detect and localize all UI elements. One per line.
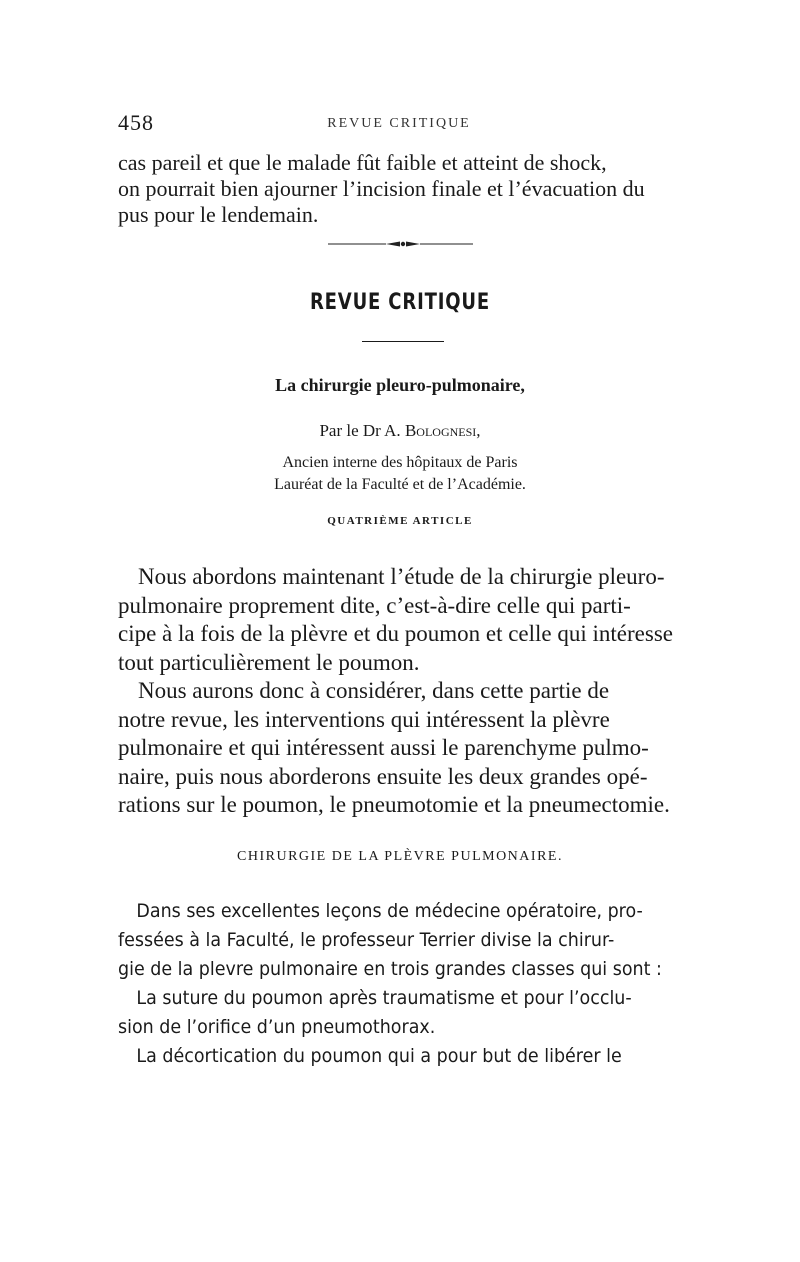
text-line: Dans ses excellentes leçons de médecine opératoire, pro- — [136, 900, 643, 922]
text-line: rations sur le poumon, le pneumotomie et la pneumectomie. — [118, 792, 670, 817]
text-line: pus pour le lendemain. — [118, 202, 319, 227]
running-header — [118, 110, 680, 140]
text-line: naire, puis nous aborderons ensuite les deux grandes opé- — [118, 763, 648, 789]
title-rule — [362, 341, 444, 342]
text-line: pulmonaire proprement dite, c’est-à-dire celle qui parti- — [118, 592, 631, 618]
text-line: cipe à la fois de la plèvre et du poumon et celle qui intéresse — [118, 621, 673, 646]
review-title: REVUE CRITIQUE — [309, 290, 491, 315]
text-line: on pourrait bien ajourner l’incision finale et l’évacuation du — [118, 176, 645, 201]
section-heading: CHIRURGIE DE LA PLÈVRE PULMONAIRE. — [237, 849, 563, 864]
text-line: sion de l’orifice d’un pneumothorax. — [118, 1016, 436, 1038]
text-line: notre revue, les interventions qui intéressent la plèvre — [118, 706, 610, 732]
text-line: pulmonaire et qui intéressent aussi le parenchyme pulmo- — [118, 735, 649, 760]
article-title: La chirurgie pleuro-pulmonaire, — [275, 375, 525, 395]
byline-prefix: Par le Dr A. — [319, 421, 401, 440]
text-line: Nous abordons maintenant l’étude de la chirurgie pleuro- — [138, 564, 665, 589]
author-name: Bolognesi, — [404, 421, 481, 440]
main-paragraph — [118, 563, 680, 820]
text-line: La suture du poumon après traumatisme et pour l’occlu- — [136, 987, 632, 1009]
article-part-label: QUATRIÈME ARTICLE — [327, 515, 473, 527]
intro-paragraph — [118, 150, 680, 228]
running-title: REVUE CRITIQUE — [327, 116, 471, 131]
ornamental-divider-icon — [328, 238, 473, 250]
text-line: Nous aurons donc à considérer, dans cette partie de — [138, 678, 610, 703]
affiliation-line: Lauréat de la Faculté et de l’Académie. — [274, 476, 526, 493]
page-number: 458 — [118, 110, 154, 135]
text-line: fessées à la Faculté, le professeur Terrier divise la chirur- — [118, 929, 615, 951]
text-line: La décortication du poumon qui a pour but de libérer le — [136, 1045, 622, 1067]
text-line: gie de la plevre pulmonaire en trois grandes classes qui sont : — [118, 958, 662, 980]
author-affiliation — [0, 452, 800, 496]
section-paragraph — [118, 897, 680, 1071]
text-line: cas pareil et que le malade fût faible et atteint de shock, — [118, 150, 607, 175]
affiliation-line: Ancien interne des hôpitaux de Paris — [282, 454, 518, 471]
text-line: tout particulièrement le poumon. — [118, 649, 420, 675]
byline — [0, 421, 800, 441]
